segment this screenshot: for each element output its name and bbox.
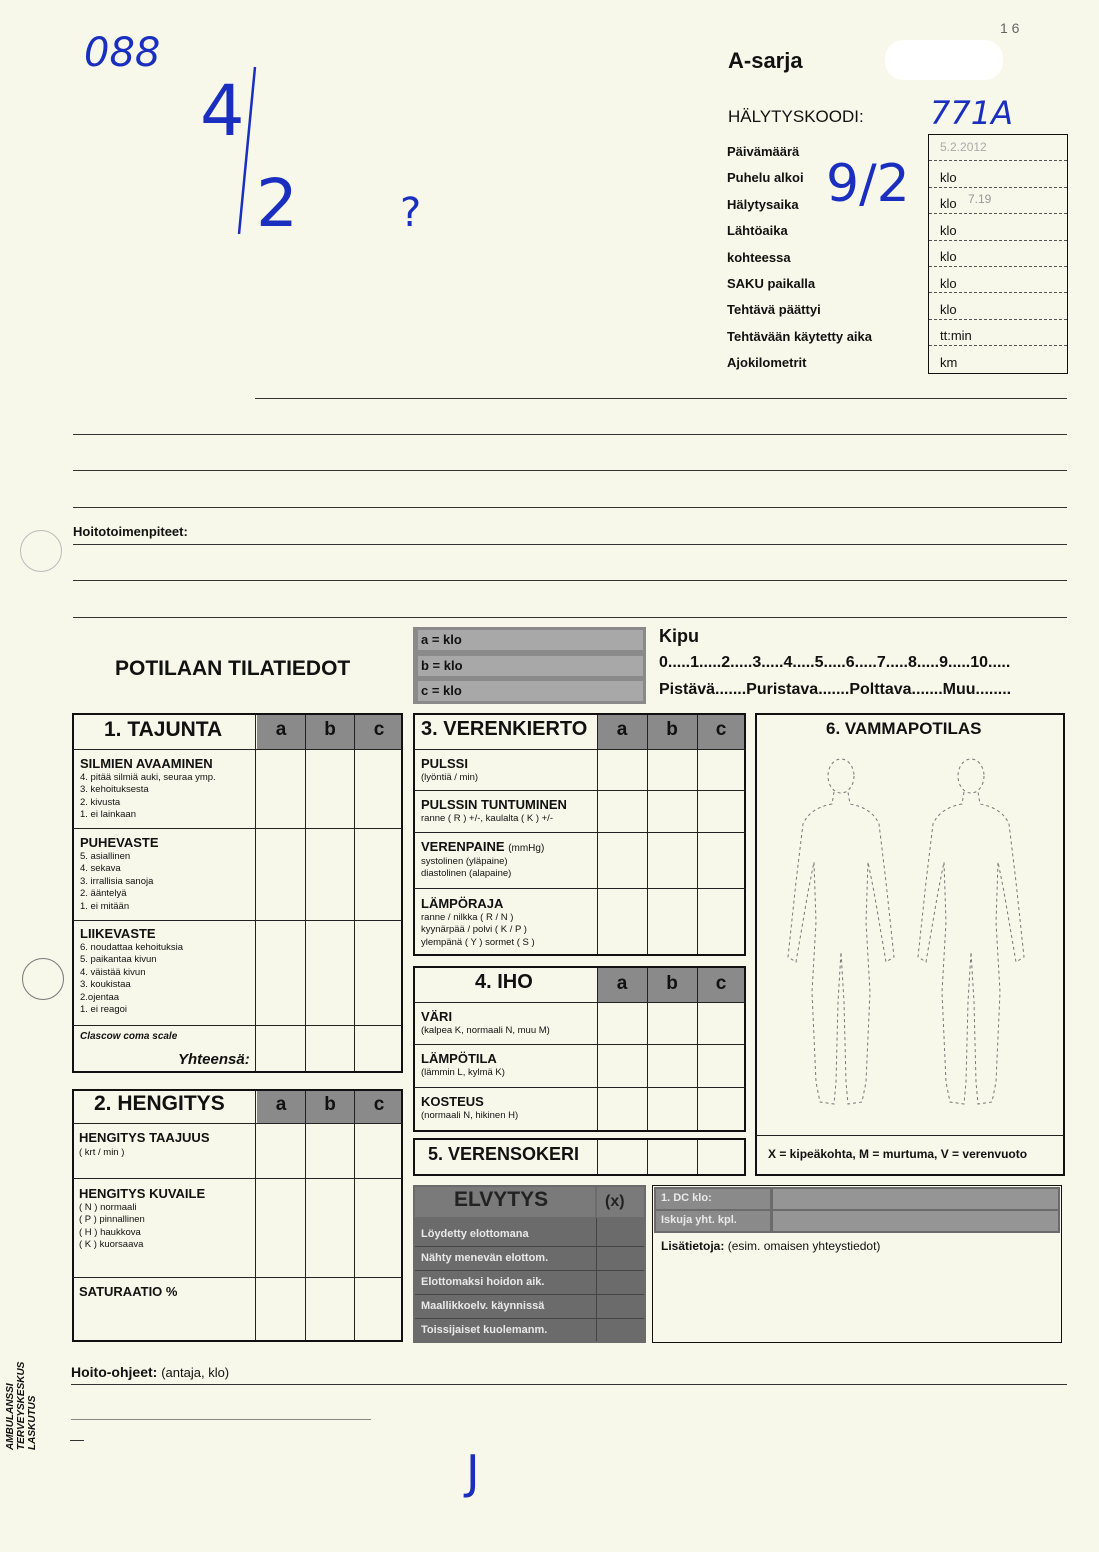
speech-item: 1. ei mitään xyxy=(80,900,130,912)
eyes-title: SILMIEN AVAAMINEN xyxy=(80,756,213,771)
time-labels xyxy=(727,139,872,377)
col-c: c xyxy=(373,1094,385,1115)
col-b: b xyxy=(666,719,678,740)
time-label: Puhelu alkoi xyxy=(727,170,804,186)
time-unit: klo xyxy=(940,302,957,318)
time-unit: km xyxy=(940,354,958,370)
motor-item: 6. noudattaa kehoituksia xyxy=(80,942,183,953)
time-label: Tehtävään käytetty aika xyxy=(727,328,872,344)
elvytys-item: Toissijaiset kuolemanm. xyxy=(421,1324,548,1336)
side-label: TERVEYSKESKUS xyxy=(16,1361,27,1450)
elvytys-x: (x) xyxy=(605,1193,625,1210)
col-c: c xyxy=(373,719,385,740)
status-title: POTILAAN TILATIEDOT xyxy=(115,657,351,680)
col-c: c xyxy=(715,973,727,994)
eyes-item: 3. kehoituksesta xyxy=(80,784,149,796)
dc-first: 1. DC klo: xyxy=(661,1192,712,1204)
elvytys-item: Maallikkoelv. käynnissä xyxy=(421,1300,545,1312)
skin-temp-title: LÄMPÖTILA xyxy=(421,1051,497,1066)
time-label: SAKU paikalla xyxy=(727,276,816,292)
speech-item: 2. ääntelyä xyxy=(80,888,127,900)
verenkierto-title: 3. VERENKIERTO xyxy=(421,718,588,740)
temp-limit-title: LÄMPÖRAJA xyxy=(421,896,504,911)
hengitys-title: 2. HENGITYS xyxy=(94,1092,225,1115)
time-unit: tt:min xyxy=(940,328,972,344)
time-unit: klo xyxy=(940,222,957,238)
palp-title: PULSSIN TUNTUMINEN xyxy=(421,797,567,812)
col-b: b xyxy=(324,719,336,740)
temp-limit-item: ranne / nilkka ( R / N ) xyxy=(421,912,514,923)
col-c: c xyxy=(715,719,727,740)
motor-item: 4. väistää kivun xyxy=(80,966,146,978)
elvytys-item: Nähty menevän elottom. xyxy=(421,1252,549,1264)
handwritten-fraction-bottom: 2 xyxy=(256,165,298,242)
desc-item: ( H ) haukkova xyxy=(79,1226,141,1238)
sokeri-title: 5. VERENSOKERI xyxy=(428,1144,580,1164)
legend-c: c = klo xyxy=(421,683,462,698)
eyes-item: 4. pitää silmiä auki, seuraa ymp. xyxy=(80,772,216,783)
pain-title: Kipu xyxy=(659,626,699,646)
bp-title-text: VERENPAINE xyxy=(421,839,505,854)
iho-title: 4. IHO xyxy=(475,971,533,993)
eyes-item: 1. ei lainkaan xyxy=(80,809,136,821)
time-label: kohteessa xyxy=(727,249,791,265)
gcs-label: Clascow coma scale xyxy=(80,1031,178,1042)
skin-moist-desc: (normaali N, hikinen H) xyxy=(421,1110,519,1121)
col-b: b xyxy=(666,973,678,994)
time-label: Päivämäärä xyxy=(727,144,800,159)
time-label: Hälytysaika xyxy=(727,196,799,212)
temp-limit-items xyxy=(421,912,535,949)
desc-item: ( P ) pinnallinen xyxy=(79,1214,145,1226)
bp-unit: (mmHg) xyxy=(508,843,545,854)
elvytys-item: Elottomaksi hoidon aik. xyxy=(421,1276,545,1288)
bp-items xyxy=(421,856,511,881)
legend-a: a = klo xyxy=(421,632,462,647)
speech-item: 5. asiallinen xyxy=(80,851,131,862)
col-b: b xyxy=(324,1094,336,1115)
care-hint: (antaja, klo) xyxy=(161,1365,230,1380)
handwritten-number: 088 xyxy=(84,30,161,76)
sat-label: SATURAATIO % xyxy=(79,1284,178,1299)
rate-unit: ( krt / min ) xyxy=(79,1147,125,1158)
treatment-label: Hoitotoimenpiteet: xyxy=(73,524,188,539)
temp-limit-item: ylempänä ( Y ) sormet ( S ) xyxy=(421,936,535,948)
speech-title: PUHEVASTE xyxy=(80,835,159,850)
body-diagram xyxy=(770,752,1050,1122)
skin-color-title: VÄRI xyxy=(421,1009,453,1024)
motor-title: LIIKEVASTE xyxy=(80,926,156,941)
time-label: Ajokilometrit xyxy=(727,355,807,371)
temp-limit-item: kyynärpää / polvi ( K / P ) xyxy=(421,924,527,936)
time-unit: klo xyxy=(940,196,957,212)
side-label: AMBULANSSI xyxy=(5,1383,16,1450)
eyes-item: 2. kivusta xyxy=(80,796,121,808)
motor-item: 3. koukistaa xyxy=(80,979,131,991)
vamma-title: 6. VAMMAPOTILAS xyxy=(826,719,982,738)
elvytys-item: Löydetty elottomana xyxy=(421,1228,529,1240)
corner-mark: 1 6 xyxy=(1000,20,1020,36)
legend-b: b = klo xyxy=(421,658,463,673)
handwritten-code: 771A xyxy=(930,94,1013,132)
side-labels xyxy=(5,1330,55,1450)
palp-desc: ranne ( R ) +/-, kaulalta ( K ) +/- xyxy=(421,813,553,824)
punch-hole xyxy=(22,958,64,1000)
col-a: a xyxy=(616,719,628,740)
skin-moist-title: KOSTEUS xyxy=(421,1094,484,1109)
dc-count: Iskuja yht. kpl. xyxy=(661,1214,737,1226)
pulse-title: PULSSI xyxy=(421,756,468,771)
speech-item: 3. irrallisia sanoja xyxy=(80,875,154,887)
pain-types: Pistävä.......Puristava.......Polttava.......Muu........ xyxy=(659,681,1012,698)
alarm-code-label: HÄLYTYSKOODI: xyxy=(728,107,864,126)
handwritten-question: ? xyxy=(400,190,422,236)
pain-scale: 0.....1.....2.....3.....4.....5.....6.....7.....8.....9.....10..... xyxy=(659,654,1011,671)
motor-item: 2.ojentaa xyxy=(80,991,120,1003)
elvytys-title: ELVYTYS xyxy=(454,1188,549,1211)
extra-label-row xyxy=(661,1239,880,1253)
time-label: Tehtävä päättyi xyxy=(727,302,821,318)
series-title: A-sarja xyxy=(728,48,803,73)
motor-items xyxy=(80,942,183,1016)
alarm-time-value: 7.19 xyxy=(968,192,992,206)
motor-item: 1. ei reagoi xyxy=(80,1004,128,1016)
time-unit: klo xyxy=(940,249,957,265)
care-row xyxy=(71,1364,229,1380)
bp-title xyxy=(421,839,544,854)
skin-temp-desc: (lämmin L, kylmä K) xyxy=(421,1067,505,1078)
speech-item: 4. sekava xyxy=(80,863,121,875)
skin-color-desc: (kalpea K, normaali N, muu M) xyxy=(421,1025,550,1036)
date-value: 5.2.2012 xyxy=(940,140,987,154)
desc-title: HENGITYS KUVAILE xyxy=(79,1186,206,1201)
desc-items xyxy=(79,1202,145,1252)
bp-item: diastolinen (alapaine) xyxy=(421,868,512,880)
desc-item: ( N ) normaali xyxy=(79,1202,137,1213)
col-a: a xyxy=(275,1094,287,1115)
time-unit: klo xyxy=(940,275,957,291)
col-a: a xyxy=(275,719,287,740)
time-unit: klo xyxy=(940,170,957,185)
handwritten-page-mark: J xyxy=(466,1445,480,1499)
vamma-legend: X = kipeäkohta, M = murtuma, V = verenvuoto xyxy=(768,1147,1028,1161)
side-label: LASKUTUS xyxy=(27,1395,38,1450)
extra-hint: (esim. omaisen yhteystiedot) xyxy=(727,1239,881,1253)
desc-item: ( K ) kuorsaava xyxy=(79,1239,144,1251)
motor-item: 5. paikantaa kivun xyxy=(80,954,157,966)
col-a: a xyxy=(616,973,628,994)
gcs-total: Yhteensä: xyxy=(178,1051,250,1068)
punch-hole xyxy=(20,530,62,572)
extra-label: Lisätietoja: xyxy=(661,1239,725,1253)
pulse-unit: (lyöntiä / min) xyxy=(421,772,479,783)
time-label: Lähtöaika xyxy=(727,223,788,239)
handwritten-call-day: 9/2 xyxy=(826,154,910,214)
eyes-items xyxy=(80,772,216,822)
speech-items xyxy=(80,851,153,913)
tajunta-title: 1. TAJUNTA xyxy=(104,718,223,741)
rate-title: HENGITYS TAAJUUS xyxy=(79,1130,210,1145)
care-label: Hoito-ohjeet: xyxy=(71,1364,158,1380)
bp-item: systolinen (yläpaine) xyxy=(421,856,508,867)
redaction xyxy=(885,40,1003,80)
handwritten-fraction-top: 4 xyxy=(200,70,245,152)
